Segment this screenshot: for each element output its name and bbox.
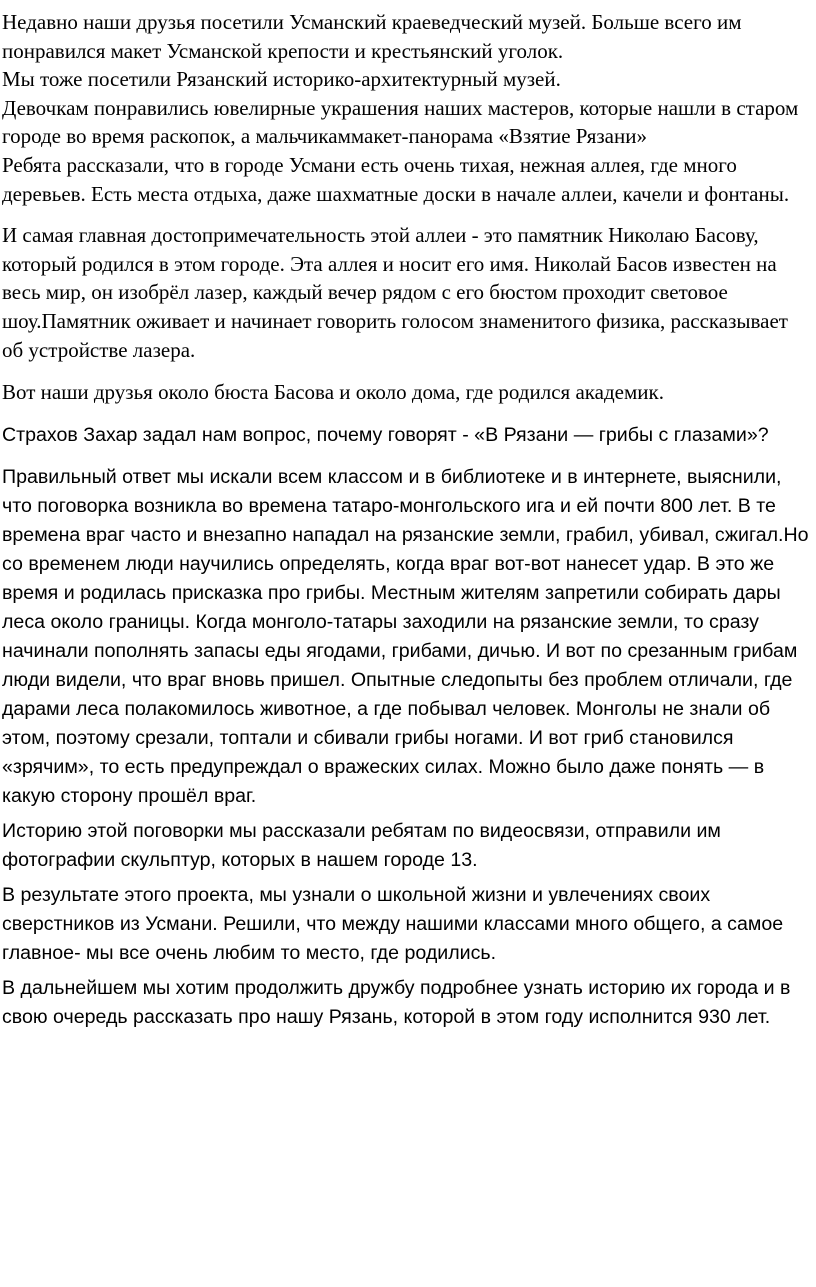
paragraph-ryazan-museum: Мы тоже посетили Рязанский историко-архитектурный музей. xyxy=(2,67,561,92)
paragraph-basov-monument: И самая главная достопримечательность этой аллеи - это памятник Николаю Басову, который родился в этом городе. Эта аллея и носит его имя. Николай Басов известен на весь мир, он изобрёл лазер, каждый вечер рядом с его бюстом проходит световое шоу.Памятник оживает и начинает говорить голосом знаменитого физика, рассказывает об устройстве лазера. xyxy=(2,223,788,362)
paragraph-friends-bust: Вот наши друзья около бюста Басова и около дома, где родился академик. xyxy=(2,380,664,405)
paragraph-jewelry-panorama: Девочкам понравились ювелирные украшения наших мастеров, которые нашли в старом городе во время раскопок, а мальчикаммакет-панорама «Взятие Рязани» xyxy=(2,95,799,149)
paragraph-mushrooms-answer: Правильный ответ мы искали всем классом и в библиотеке и в интернете, выяснили, что поговорка возникла во времена татаро-монгольского ига и ей почти 800 лет. В те времена враг часто и внезапно нападал на рязанские земли, грабил, убивал, сжигал.Но со временем люди научились определять, когда враг вот-вот нанесет удар. В это же время и родилась присказка про грибы. Местным жителям запретили собирать дары леса около границы. Когда монголо-татары заходили на рязанские земли, то сразу начинали пополнять запасы еды ягодами, грибами, дичью. И вот по срезанным грибам люди видели, что враг вновь пришел. Опытные следопыты без проблем отличали, где дарами леса полакомилось животное, а где побывал человек. Монголы не знали об этом, поэтому срезали, топтали и сбивали грибы ногами. И вот гриб становился «зрячим», то есть предупреждал о вражеских силах. Можно было даже понять — в какую сторону прошёл враг. xyxy=(2,465,809,807)
paragraph-video-call: Историю этой поговорки мы рассказали ребятам по видеосвязи, отправили им фотографии скульптур, которых в нашем городе 13. xyxy=(2,819,721,871)
paragraph-question: Страхов Захар задал нам вопрос, почему говорят - «В Рязани — грибы с глазами»? xyxy=(2,423,769,446)
paragraph-alley: Ребята рассказали, что в городе Усмани есть очень тихая, нежная аллея, где много деревьев. Есть места отдыха, даже шахматные доски в начале аллеи, качели и фонтаны. xyxy=(2,152,790,206)
paragraph-future-plans: В дальнейшем мы хотим продолжить дружбу подробнее узнать историю их города и в свою очередь рассказать про нашу Рязань, которой в этом году исполнится 930 лет. xyxy=(2,976,791,1028)
paragraph-project-results: В результате этого проекта, мы узнали о школьной жизни и увлечениях своих сверстников из Усмани. Решили, что между нашими классами много общего, а самое главное- мы все очень любим то место, где родились. xyxy=(2,883,784,964)
paragraph-visit-usman-museum: Недавно наши друзья посетили Усманский краеведческий музей. Больше всего им понравился макет Усманской крепости и крестьянский уголок. xyxy=(2,10,742,63)
